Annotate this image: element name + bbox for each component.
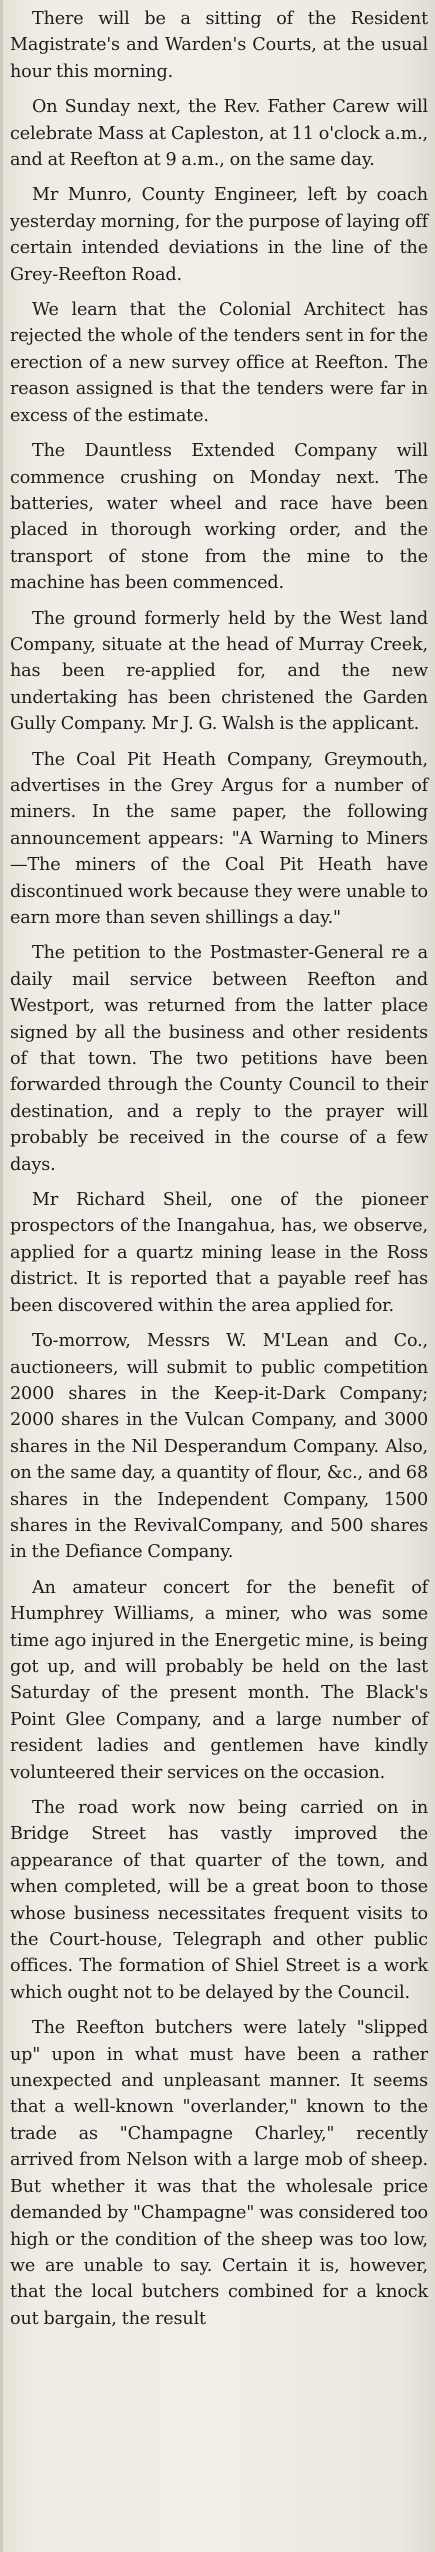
paragraph-mass-notice: On Sunday next, the Rev. Father Carew will celebrate Mass at Capleston, at 11 o'clock a.m., and at Reefton at 9 a.m., on the same day. [10, 97, 428, 171]
paragraph-quartz-lease: Mr Richard Sheil, one of the pioneer prospectors of the Inangahua, has, we observe, applied for a quartz mining lease in the Ross district. It is reported that a payable reef has been discovered within the area applied for. [10, 1190, 428, 1316]
paragraph-garden-gully: The ground formerly held by the West land Company, situate at the head of Murray Creek, has been re-applied for, and the new undertaking has been christened the Garden Gully Company. Mr J. G. Walsh is the applicant. [10, 608, 428, 735]
paragraph-court-sitting: There will be a sitting of the Resident Magistrate's and Warden's Courts, at the usual hour this morning. [10, 9, 428, 82]
paragraph-bridge-street: The road work now being carried on in Bridge Street has vastly improved the appearance of that quarter of the town, and when completed, will be a great boon to those whose business necessitates frequent visits to the Court-house, Telegraph and other public offices. The formation of Shiel Street is a work which ought not to be delayed by the Council. [10, 1798, 428, 2003]
paragraph-coal-pit-heath: The Coal Pit Heath Company, Greymouth, advertises in the Grey Argus for a number of miners. In the same paper, the following announcement appears: "A Warning to Miners—The miners of the Coal Pit Heath have discontinued work because they were unable to earn more than seven shillings a day." [10, 749, 428, 928]
column-edge [0, 0, 3, 2552]
paragraph-butchers: The Reefton butchers were lately "slipped up" upon in what must have been a rather unexpected and unpleasant manner. It seems that a well-known "overlander," known to the trade as "Champagne Charley," recently arrived from Nelson with a large mob of sheep. But whether it was that the wholesale price demanded by "Champagne" was considered too high or the condition of the sheep was too low, we are unable to say. Certain it is, however, that the local butchers combined for a knock out bargain, the result [10, 2018, 428, 2329]
paragraph-county-engineer: Mr Munro, County Engineer, left by coach yesterday morning, for the purpose of laying off certain intended deviations in the line of the Grey-Reefton Road. [10, 185, 428, 285]
paragraph-amateur-concert: An amateur concert for the benefit of Humphrey Williams, a miner, who was some time ago injured in the Energetic mine, is being got up, and will probably be held on the last Saturday of the present month. The Black's Point Glee Company, and a large number of resident ladies and gentlemen have kindly volunteered their services on the occasion. [10, 1577, 428, 1783]
paragraph-mail-petition: The petition to the Postmaster-General re a daily mail service between Reefton and Westport, was returned from the latter place signed by all the business and other residents of that town. The two petitions have been forwarded through the County Council to their destination, and a reply to the prayer will probably be received in the course of a few days. [10, 943, 428, 1175]
paragraph-share-auction: To-morrow, Messrs W. M'Lean and Co., auctioneers, will submit to public competition 2000 shares in the Keep-it-Dark Company; 2000 shares in the Vulcan Company, and 3000 shares in the Nil Desperandum Company. Also, on the same day, a quantity of flour, &c., and 68 shares in the Independent Company, 1500 shares in the RevivalCompany, and 500 shares in the Defiance Company. [10, 1331, 428, 1563]
paragraph-dauntless-company: The Dauntless Extended Company will commence crushing on Monday next. The batteries, water wheel and race have been placed in thorough working order, and the transport of stone from the mine to the machine has been commenced. [10, 441, 428, 594]
paragraph-survey-office-tenders: We learn that the Colonial Architect has rejected the whole of the tenders sent in for the erection of a new survey office at Reefton. The reason assigned is that the tenders were far in excess of the estimate. [10, 300, 428, 426]
